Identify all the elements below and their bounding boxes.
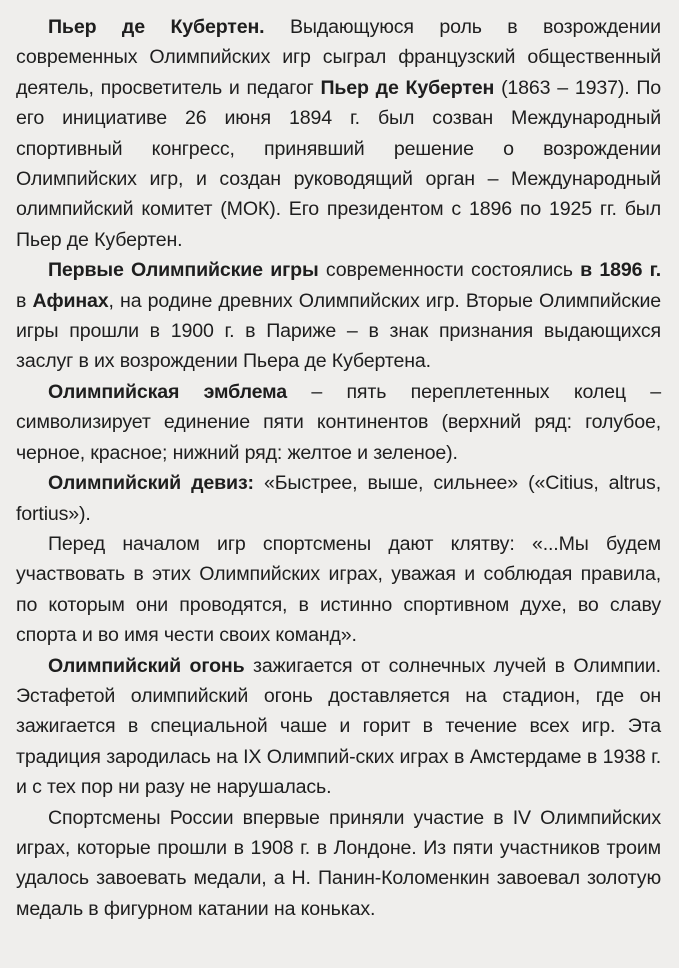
paragraph-flame (16, 651, 661, 803)
text-span: в (16, 289, 33, 312)
term-emblem: Олимпийская эмблема (48, 380, 287, 403)
term-flame: Олимпийский огонь (48, 654, 245, 677)
text-span: – пять переплетенных колец – символизирует единение пяти континентов (верхний ряд: голубое, черное, красное; нижний ряд: желтое и зеленое). (16, 380, 662, 464)
text-span: , на родине древних Олимпийских игр. Вторые Олимпийские игры прошли в 1900 г. в Париже – в знак признания выдающихся заслуг в их возрождении Пьера де Кубертена. (16, 289, 661, 373)
paragraph-russia (16, 803, 661, 925)
text-span: Спортсмены России впервые приняли участие в IV Олимпийских играх, которые прошли в 1908 г. в Лондоне. Из пяти участников троим удалось завоевать медали, а Н. Панин-Коломенкин завоевал золотую медаль в фигурном катании на коньках. (16, 806, 661, 920)
text-span: Выдающуюся роль в возрождении современных Олимпийских игр сыграл французский общественный деятель, просветитель и педагог (16, 16, 661, 99)
text-span: зажигается от солнечных лучей в Олимпии. Эстафетой олимпийский огонь доставляется на стадион, где он зажигается в специальной чаше и горит в течение всех игр. Эта традиция зародилась на IX Олимпий-ских играх в Амстердаме в 1938 г. и с тех пор ни разу не нарушалась. (16, 654, 661, 799)
paragraph-emblem (16, 377, 661, 468)
term-athens: Афинах (32, 289, 109, 312)
text-span: «Быстрее, выше, сильнее» («Citius, altrus, fortius»). (16, 472, 661, 525)
term-first-games: Первые Олимпийские игры (48, 259, 319, 282)
term-coubertin: Пьер де Кубертен. (48, 16, 265, 38)
paragraph-motto (16, 468, 661, 529)
term-motto: Олимпийский девиз: (48, 472, 254, 495)
term-coubertin-name: Пьер де Кубертен (320, 76, 495, 99)
term-year-1896: в 1896 г. (580, 259, 661, 282)
paragraph-first-games (16, 255, 661, 377)
text-span: (1863 – 1937). По его инициативе 26 июня 1894 г. был созван Международный спортивный конгресс, принявший решение о возрождении Олимпийских игр, и создан руководящий орган – Международный олимпийский комитет (МОК). Его президентом с 1896 по 1925 гг. был Пьер де Кубертен. (16, 76, 661, 251)
paragraph-coubertin (16, 12, 661, 255)
text-span: современности состоялись (318, 259, 581, 282)
paragraph-oath (16, 529, 661, 651)
text-span: Перед началом игр спортсмены дают клятву: «...Мы будем участвовать в этих Олимпийских играх, уважая и соблюдая правила, по которым они проводятся, в истинно спортивном духе, во славу спорта и во имя чести своих команд». (16, 532, 661, 647)
